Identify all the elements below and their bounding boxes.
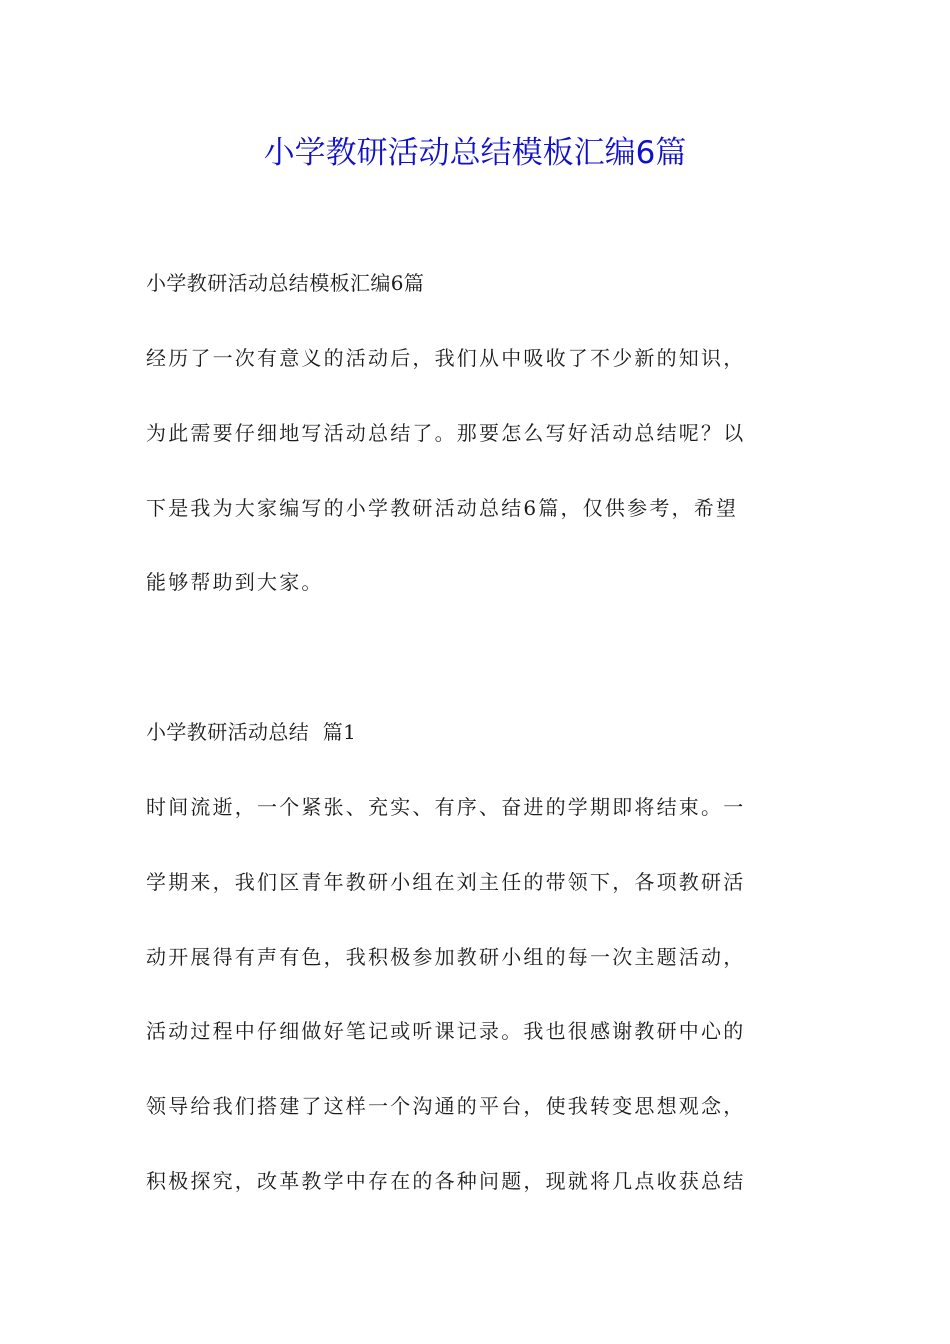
section-line-5: 领导给我们搭建了这样一个沟通的平台，使我转变思想观念， bbox=[146, 1094, 746, 1118]
section-line-2: 学期来，我们区青年教研小组在刘主任的带领下，各项教研活 bbox=[146, 870, 746, 894]
intro-line-1: 经历了一次有意义的活动后，我们从中吸收了不少新的知识， bbox=[146, 346, 746, 370]
section-heading: 小学教研活动总结 篇1 bbox=[146, 720, 357, 744]
section-line-1: 时间流逝，一个紧张、充实、有序、奋进的学期即将结束。一 bbox=[146, 795, 746, 819]
document-title: 小学教研活动总结模板汇编6篇 bbox=[263, 135, 687, 171]
document-subtitle: 小学教研活动总结模板汇编6篇 bbox=[146, 271, 425, 295]
section-line-4: 活动过程中仔细做好笔记或听课记录。我也很感谢教研中心的 bbox=[146, 1019, 746, 1043]
intro-line-4: 能够帮助到大家。 bbox=[146, 570, 324, 594]
section-line-6: 积极探究，改革教学中存在的各种问题，现就将几点收获总结 bbox=[146, 1169, 746, 1193]
intro-line-3: 下是我为大家编写的小学教研活动总结6篇，仅供参考，希望 bbox=[146, 496, 739, 520]
intro-line-2: 为此需要仔细地写活动总结了。那要怎么写好活动总结呢？以 bbox=[146, 421, 746, 445]
section-line-3: 动开展得有声有色，我积极参加教研小组的每一次主题活动， bbox=[146, 945, 746, 969]
